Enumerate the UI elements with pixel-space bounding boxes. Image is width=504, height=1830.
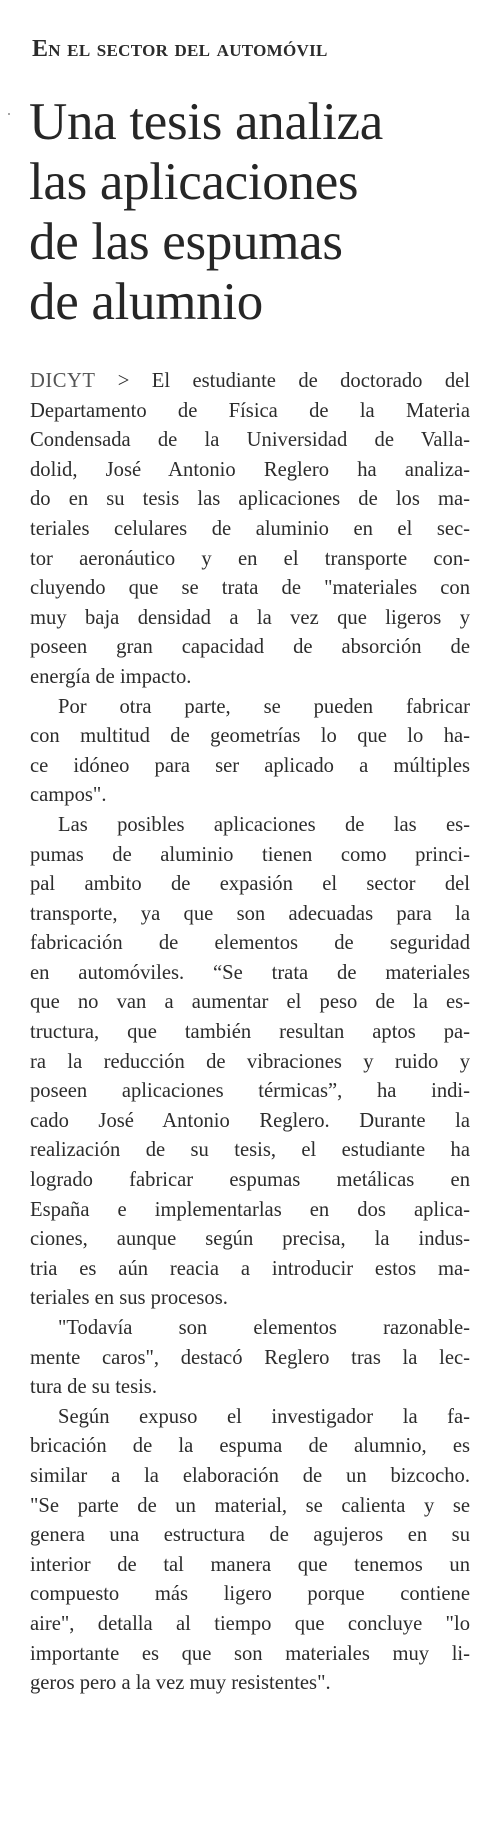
source-credit: DICYT [30,370,96,392]
body-line: bricación de la espuma de alumnio, es [30,1435,470,1458]
body-line: compuesto más ligero porque contiene [30,1583,470,1606]
body-line: logrado fabricar espumas metálicas en [30,1169,470,1192]
body-line: realización de su tesis, el estudiante ha [30,1139,470,1162]
body-line: poseen aplicaciones térmicas”, ha indi- [30,1080,470,1103]
body-line: ce idóneo para ser aplicado a múltiples [30,754,470,777]
body-line: pumas de aluminio tienen como princi- [30,843,470,866]
headline [29,92,489,332]
body-line: interior de tal manera que tenemos un [30,1553,470,1576]
headline-line: de las espumas [29,213,343,271]
body-line: Departamento de Física de la Materia [30,399,470,422]
body-line: Según expuso el investigador la fa- [58,1405,470,1428]
body-line: fabricación de elementos de seguridad [30,932,470,955]
body-line: energía de impacto. [30,665,192,688]
body-line: dolid, José Antonio Reglero ha analiza- [30,458,470,481]
body-line: "Se parte de un material, se calienta y se [30,1494,470,1517]
body-line: campos". [30,784,107,807]
body-line: cluyendo que se trata de "materiales con [30,577,470,600]
body-line: teriales en sus procesos. [30,1287,228,1310]
body-line: "Todavía son elementos razonable- [58,1317,470,1339]
body-line: con multitud de geometrías lo que lo ha- [30,725,470,748]
body-line: tria es aún reacia a introducir estos ma- [30,1257,470,1280]
body-line: que no van a aumentar el peso de la es- [30,991,470,1014]
body-text: El estudiante de doctorado del [151,370,470,392]
article-body [30,367,470,1699]
body-line: geros pero a la vez muy resistentes". [30,1672,331,1695]
body-line: Condensada de la Universidad de Valla- [30,429,470,452]
headline-line: las aplicaciones [29,153,359,211]
source-separator: > [95,370,152,392]
headline-line: Una tesis analiza [29,93,383,151]
body-line: tura de su tesis. [30,1376,157,1399]
body-line: ciones, aunque según precisa, la indus- [30,1228,470,1251]
body-line: genera una estructura de agujeros en su [30,1524,470,1547]
body-line: poseen gran capacidad de absorción de [30,636,470,659]
body-line: do en su tesis las aplicaciones de los ma- [30,488,470,511]
stray-mark [8,113,10,115]
body-line: teriales celulares de aluminio en el sec- [30,517,470,540]
body-line: mente caros", destacó Reglero tras la lec- [30,1346,470,1369]
body-line: muy baja densidad a la vez que ligeros y [30,606,470,629]
body-line: Las posibles aplicaciones de las es- [58,813,470,836]
body-line: ra la reducción de vibraciones y ruido y [30,1050,470,1073]
body-line: tor aeronáutico y en el transporte con- [30,547,470,570]
body-line: Por otra parte, se pueden fabricar [58,695,470,718]
body-line: en automóviles. “Se trata de materiales [30,961,470,984]
body-line: importante es que son materiales muy li- [30,1642,470,1665]
headline-line: de alumnio [29,273,263,331]
body-line [30,367,470,397]
body-line: tructura, que también resultan aptos pa- [30,1021,470,1044]
body-line: cado José Antonio Reglero. Durante la [30,1109,470,1132]
body-line: transporte, ya que son adecuadas para la [30,902,470,925]
body-line: España e implementarlas en dos aplica- [30,1198,470,1221]
section-kicker: En el sector del automóvil [32,36,328,62]
body-line: aire", detalla al tiempo que concluye "lo [30,1612,470,1635]
body-line: similar a la elaboración de un bizcocho. [30,1464,470,1487]
body-line: pal ambito de expasión el sector del [30,873,470,896]
